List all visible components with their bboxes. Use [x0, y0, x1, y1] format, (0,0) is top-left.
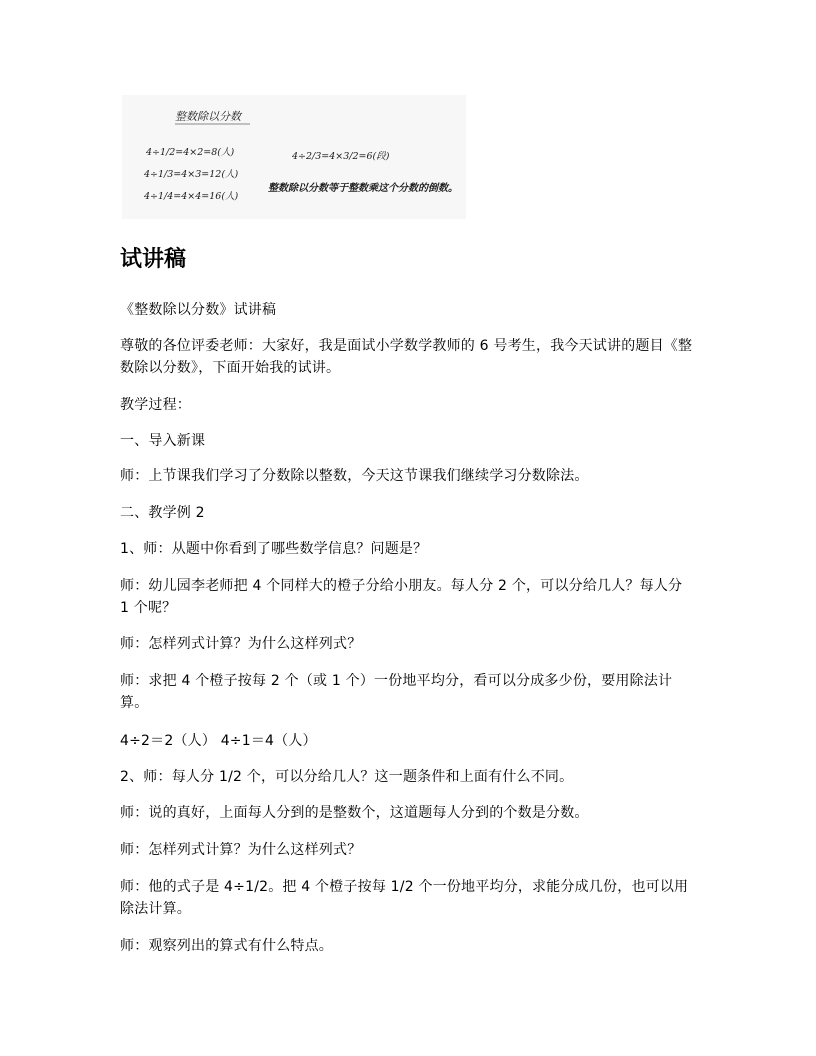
paragraph-greeting: 尊敬的各位评委老师：大家好，我是面试小学数学教师的 6 号考生，我今天试讲的题目《整数除以分数》，下面开始我的试讲。: [120, 338, 693, 376]
board-equation-3: 4÷1/4=4×4=16(人): [144, 191, 239, 202]
paragraph-lesson-title: 《整数除以分数》试讲稿: [120, 302, 277, 318]
paragraph-ask-formula: 师：怎样列式计算？为什么这样列式？: [120, 636, 362, 652]
board-heading: 整数除以分数: [175, 110, 241, 123]
paragraph-observe: 师：观察列出的算式有什么特点。: [120, 938, 333, 954]
board-equation-4: 4÷2/3=4×3/2=6(段): [292, 151, 390, 162]
paragraph-ask-formula-2: 师：怎样列式计算？为什么这样列式？: [120, 842, 362, 858]
paragraph-fraction-formula: 师：他的式子是 4÷1/2。把 4 个橙子按每 1/2 个一份地平均分，求能分成几份，也可以用除法计算。: [120, 879, 689, 917]
paragraph-section-1: 一、导入新课: [120, 433, 206, 449]
handwritten-board-image: [122, 95, 466, 219]
board-equation-2: 4÷1/3=4×3=12(人): [144, 169, 239, 180]
paragraph-problem: 师：幼儿园李老师把 4 个同样大的橙子分给小朋友。每人分 2 个，可以分给几人？每人分 1 个呢？: [120, 578, 683, 616]
document-title: 试讲稿: [120, 247, 187, 272]
paragraph-question-2: 2、师：每人分 1/2 个，可以分给几人？这一题条件和上面有什么不同。: [120, 769, 574, 785]
paragraph-process-heading: 教学过程：: [120, 397, 191, 413]
paragraph-equations: 4÷2＝2（人） 4÷1＝4（人）: [120, 733, 317, 749]
paragraph-explain-division: 师：求把 4 个橙子按每 2 个（或 1 个）一份地平均分，看可以分成多少份，要用除法计算。: [120, 673, 673, 711]
paragraph-question-1: 1、师：从题中你看到了哪些数学信息？问题是？: [120, 541, 428, 557]
board-equation-1: 4÷1/2=4×2=8(人): [146, 147, 235, 158]
paragraph-compare: 师：说的真好，上面每人分到的是整数个，这道题每人分到的个数是分数。: [120, 805, 589, 821]
paragraph-intro: 师：上节课我们学习了分数除以整数，今天这节课我们继续学习分数除法。: [120, 468, 589, 484]
paragraph-section-2: 二、教学例 2: [120, 505, 205, 521]
board-rule: 整数除以分数等于整数乘这个分数的倒数。: [268, 183, 458, 194]
